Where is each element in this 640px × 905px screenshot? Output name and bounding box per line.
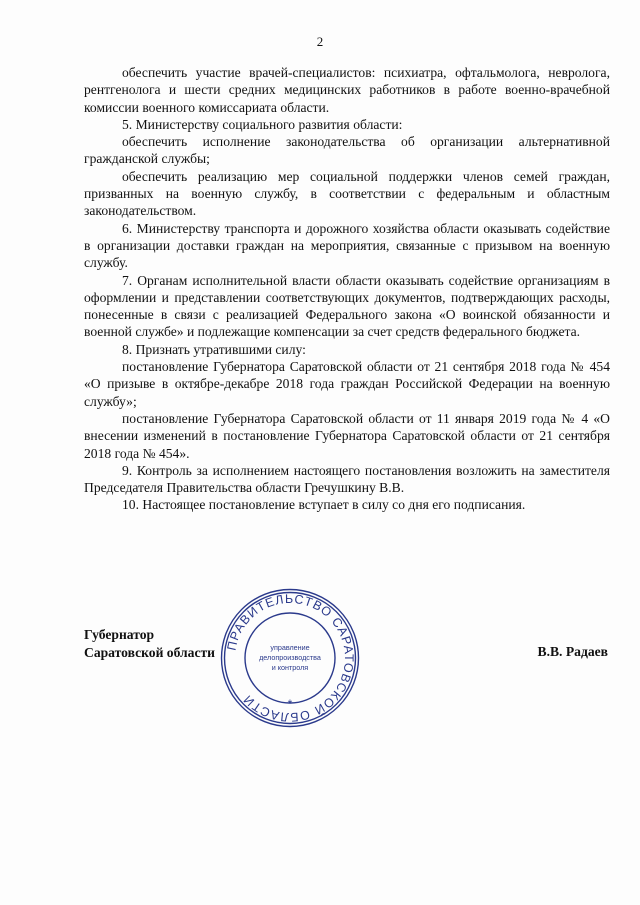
paragraph-8: 8. Признать утратившими силу: [122, 341, 306, 357]
stamp-outer-text: ПРАВИТЕЛЬСТВО САРАТОВСКОЙ ОБЛАСТИ [224, 591, 357, 725]
signatory-title [84, 626, 215, 661]
paragraph-4-continued: обеспечить участие врачей-специалистов: психиатра, офтальмолога, невролога, рентгенолога и шести средних медицинских работников в работе военно-врачебной комиссии военного комиссариата области. [84, 65, 610, 115]
document-body [84, 64, 610, 514]
paragraph-5: 5. Министерству социального развития области: [122, 116, 403, 132]
paragraph-9: 9. Контроль за исполнением настоящего постановления возложить на заместителя Председателя Правительства области Гречушкину В.В. [84, 462, 610, 496]
official-seal-stamp [218, 586, 362, 730]
paragraph-6: 6. Министерству транспорта и дорожного хозяйства области оказывать содействие в организации доставки граждан на мероприятия, связанные с призывом на военную службу. [84, 220, 610, 271]
stamp-inner-line-2: делопроизводства [259, 653, 321, 662]
paragraph-5-item-1: обеспечить исполнение законодательства об организации альтернативной гражданской службы; [84, 134, 610, 167]
signatory-title-line-1: Губернатор [84, 627, 155, 642]
paragraph-5-item-2: обеспечить реализацию мер социальной поддержки членов семей граждан, призванных на военную службу, в соответствии с федеральным и областным законодательством. [84, 168, 610, 219]
stamp-star: * [287, 697, 293, 711]
signatory-title-line-2: Саратовской области [84, 644, 216, 660]
paragraph-10: 10. Настоящее постановление вступает в силу со дня его подписания. [122, 497, 526, 513]
paragraph-8-item-2: постановление Губернатора Саратовской области от 11 января 2019 года № 4 «О внесении изменений в постановление Губернатора Саратовской области от 21 сентября 2018 года № 454». [84, 410, 610, 461]
signatory-name: В.В. Радаев [537, 644, 608, 659]
paragraph-7: 7. Органам исполнительной власти области оказывать содействие организациям в оформлении и представлении соответствующих документов, подтверждающих расходы, понесенные в связи с реализацией Федерального закона «О воинской обязанности и военной службе» и подлежащие компенсации за счет средств федерального бюджета. [84, 272, 610, 340]
page-number: 2 [316, 34, 324, 49]
paragraph-8-item-1: постановление Губернатора Саратовской области от 21 сентября 2018 года № 454 «О призыве в октябре-декабре 2018 года граждан Российской Федерации на военную службу»; [84, 359, 610, 409]
stamp-inner-line-3: и контроля [271, 663, 309, 672]
stamp-inner-line-1: управление [270, 643, 310, 652]
